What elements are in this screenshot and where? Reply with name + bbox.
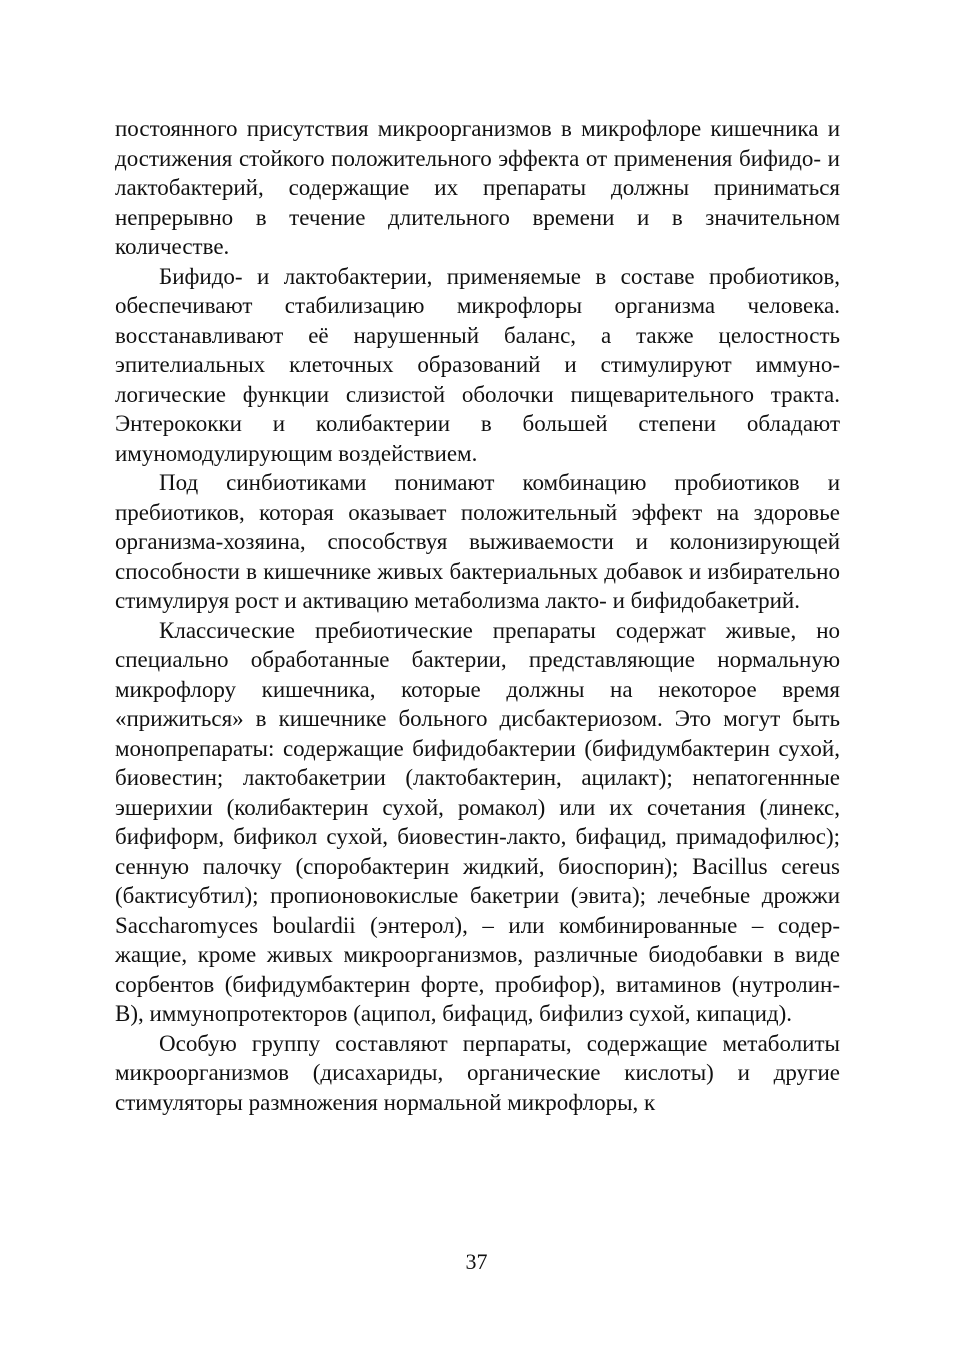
paragraph-synbiotics: Под синбиотиками понимают комбинацию пробиотиков и пребиотиков, которая оказывает положительный эффект на здоровье организма-хозяина, способствуя выживаемости и колонизирующей способности в кишечнике живых бактериальных добавок и избирательно стимулируя рост и активацию метаболизма лакто- и бифидобакетрий. (115, 470, 840, 613)
paragraph-probiotics: Бифидо- и лактобактерии, применяемые в составе пробиотиков, обеспечивают стабилизацию микрофлоры организма человека. восстанавливают её нарушенный баланс, а также целостность эпителиальных клеточных образований и стимулируют иммунологические функции слизистой оболочки пищеварительного тракта. Энтерококки и колибактерии в большей степени обладают имуномодулирующим воздействием. (115, 263, 840, 466)
paragraph-continuation: постоянного присутствия микроорганизмов в микрофлоре кишечника и достижения стойкого положительного эффекта от применения бифидо- и лактобактерий, содержащие их препараты должны приниматься непрерывно в течение длительного времени и в значительном количестве. (115, 116, 840, 259)
page-number: 37 (465, 1249, 488, 1274)
body-text (115, 114, 840, 1117)
paragraph-classic-preparations: Классические пребиотические препараты содержат живые, но специально обработанные бактерии, представляющие нормальную микрофлору кишечника, которые должны на некоторое время «прижиться» в кишечнике больного дисбактериозом. Это могут быть монопрепараты: содержащие бифидобактерии (бифидумбактерин сухой, биовестин; лактобакетрии (лактобактерин, ацилакт); непатогеннные эшерихии (колибактерин сухой, ромакол) или их сочетания (линекс, бифиформ, бификол сухой, биовестин-лакто, бифацид, примадофилюс); сенную палочку (споробактерин жидкий, биоспорин); Bacillus cereus (бактисубтил); пропионовокислые бакетрии (эвита); лечебные дрожжи Saccharomyces boulardii (энтерол), – или комбинированные – содержащие, кроме живых микроорганизмов, различные биодобавки в виде сорбентов (бифидумбактерин форте, пробифор), витаминов (нутролин-В), иммунопротекторов (аципол, бифацид, бифилиз сухой, кипацид). (115, 617, 840, 1026)
paragraph-metabolites: Особую группу составляют перпараты, содержащие метаболиты микроорганизмов (дисахариды, органические кислоты) и другие стимуляторы размножения нормальной микрофлоры, к (115, 1030, 840, 1115)
